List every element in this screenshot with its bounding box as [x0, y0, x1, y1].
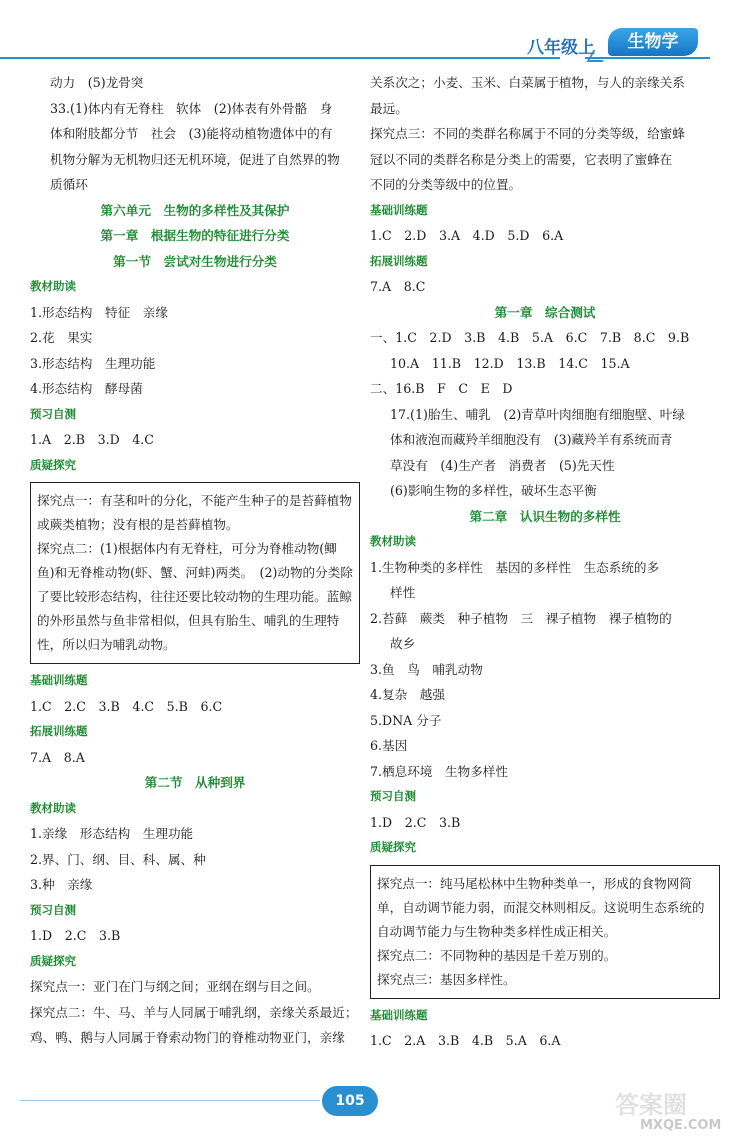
answer-line: 7.A 8.C	[370, 279, 426, 294]
inquiry-paragraph: 探究点三：基因多样性。	[377, 971, 516, 987]
chapter-title: 第二章 认识生物的多样性	[469, 508, 621, 524]
chapter-title: 第一节 尝试对生物进行分类	[113, 253, 277, 269]
chapter-title: 第六单元 生物的多样性及其保护	[100, 202, 290, 218]
answer-line: 2.花 果实	[30, 330, 93, 345]
answer-line: 1.亲缘 形态结构 生理功能	[30, 826, 194, 841]
chapter-title: 第一章 综合测试	[494, 304, 596, 320]
answer-line: 2.苔藓 蕨类 种子植物 三 裸子植物 裸子植物的	[370, 610, 672, 626]
answer-line: 3.形态结构 生理功能	[30, 355, 156, 371]
answer-line: 一、1.C 2.D 3.B 4.B 5.A 6.C 7.B 8.C 9.B	[370, 330, 690, 345]
right-column	[370, 70, 720, 1054]
answer-line: 1.生物种类的多样性 基因的多样性 生态系统的多	[370, 559, 660, 575]
section-heading: 教材助读	[30, 800, 76, 815]
inquiry-box	[30, 482, 360, 664]
answer-line: 17.(1)胎生、哺乳 (2)青草叶肉细胞有细胞壁、叶绿	[390, 406, 685, 422]
section-heading: 拓展训练题	[30, 724, 88, 738]
answer-line: 样性	[390, 585, 416, 600]
answer-line: 关系次之；小麦、玉米、白菜属于植物，与人的亲缘关系	[370, 75, 685, 90]
section-heading: 质疑探究	[30, 457, 76, 472]
answer-line: 二、16.B F C E D	[370, 381, 513, 396]
chapter-title: 第二节 从种到界	[144, 775, 246, 790]
answer-line: 4.形态结构 酵母菌	[30, 381, 143, 396]
section-heading: 基础训练题	[370, 1007, 428, 1022]
section-heading: 教材助读	[370, 534, 416, 548]
subject-badge: 生物学	[608, 28, 698, 56]
section-heading: 预习自测	[370, 789, 416, 803]
section-heading: 拓展训练题	[370, 253, 428, 268]
answer-line: 1.C 2.A 3.B 4.B 5.A 6.A	[370, 1033, 561, 1048]
watermark-logo: 答案圈	[615, 1091, 687, 1119]
answer-line: 4.复杂 越强	[370, 687, 445, 702]
section-heading: 预习自测	[30, 406, 76, 421]
inquiry-paragraph: 探究点一：有茎和叶的分化，不能产生种子的是苔藓植物或蕨类植物；没有根的是苔藓植物。	[37, 493, 352, 532]
chapter-title: 第一章 根据生物的特征进行分类	[100, 228, 290, 243]
answer-line: 3.鱼 鸟 哺乳动物	[370, 661, 483, 677]
section-heading: 质疑探究	[30, 953, 76, 968]
answer-line: 1.D 2.C 3.B	[30, 928, 121, 943]
inquiry-paragraph: 探究点二：(1)根据体内有无脊柱，可分为脊椎动物(鲫鱼)和无脊椎动物(虾、蟹、河蚌)两类。 (2)动物的分类除了要比较形态结构，往往还要比较动物的生理功能。蓝鲸的外形虽然与鱼非常相似，但具有胎生、哺乳的生理特性，所以归为哺乳动物。	[37, 541, 353, 652]
left-column	[30, 70, 360, 1051]
section-heading: 基础训练题	[30, 673, 88, 687]
answer-line: 探究点二：牛、马、羊与人同属于哺乳纲，亲缘关系最近；	[30, 1004, 358, 1020]
answer-line: 机物分解为无机物归还无机环境，促进了自然界的物	[50, 151, 340, 167]
answer-line: 1.形态结构 特征 亲缘	[30, 304, 168, 320]
section-heading: 质疑探究	[370, 840, 416, 854]
answer-line: 质循环	[50, 177, 88, 192]
answer-line: 7.栖息环境 生物多样性	[370, 763, 508, 779]
answer-line: 体和液泡而藏羚羊细胞没有 (3)藏羚羊有系统而青	[390, 432, 673, 447]
page-number: 105	[322, 1086, 378, 1116]
answer-line: (6)影响生物的多样性，破坏生态平衡	[390, 483, 597, 498]
answer-line: 1.C 2.C 3.B 4.C 5.B 6.C	[30, 698, 223, 714]
answer-line: 鸡、鸭、鹅与人同属于脊索动物门的脊椎动物亚门，亲缘	[30, 1030, 345, 1045]
inquiry-paragraph: 探究点二：不同物种的基因是千差万别的。	[377, 947, 617, 963]
answer-line: 2.界、门、纲、目、科、属、种	[30, 851, 206, 867]
answer-line: 冠以不同的类群名称是分类上的需要，它表明了蜜蜂在	[370, 151, 673, 167]
answer-line: 33.(1)体内有无脊柱 软体 (2)体表有外骨骼 身	[50, 100, 333, 116]
section-heading: 预习自测	[30, 902, 76, 917]
answer-line: 体和附肢都分节 社会 (3)能将动植物遗体中的有	[50, 126, 333, 141]
grade-label: 八年级上	[527, 38, 595, 58]
inquiry-box	[370, 865, 720, 999]
answer-line: 5.DNA 分子	[370, 712, 442, 728]
answer-line: 故乡	[390, 636, 416, 651]
answer-line: 探究点一：亚门在门与纲之间；亚纲在纲与目之间。	[30, 979, 320, 994]
answer-line: 动力 (5)龙骨突	[50, 75, 144, 90]
answer-line: 3.种 亲缘	[30, 877, 93, 892]
section-heading: 基础训练题	[370, 202, 428, 217]
answer-line: 1.D 2.C 3.B	[370, 814, 461, 830]
watermark-site: MXQE.COM	[640, 1118, 722, 1133]
answer-line: 草没有 (4)生产者 消费者 (5)先天性	[390, 457, 615, 473]
answer-line: 不同的分类等级中的位置。	[370, 177, 522, 192]
answer-line: 10.A 11.B 12.D 13.B 14.C 15.A	[390, 355, 630, 371]
answer-line: 7.A 8.A	[30, 749, 85, 765]
answer-line: 6.基因	[370, 738, 408, 753]
answer-line: 探究点三：不同的类群名称属于不同的分类等级，给蜜蜂	[370, 126, 685, 141]
footer-rule	[20, 1100, 320, 1101]
inquiry-paragraph: 探究点一：纯马尾松林中生物种类单一，形成的食物网简单，自动调节能力弱，而混交林则相反。这说明生态系统的自动调节能力与生物种类多样性成正相关。	[377, 875, 705, 939]
answer-line: 1.A 2.B 3.D 4.C	[30, 432, 154, 447]
page-header	[0, 0, 750, 70]
section-heading: 教材助读	[30, 279, 76, 293]
answer-line: 最远。	[370, 100, 408, 116]
header-rule-left	[0, 57, 560, 59]
answer-line: 1.C 2.D 3.A 4.D 5.D 6.A	[370, 228, 564, 243]
